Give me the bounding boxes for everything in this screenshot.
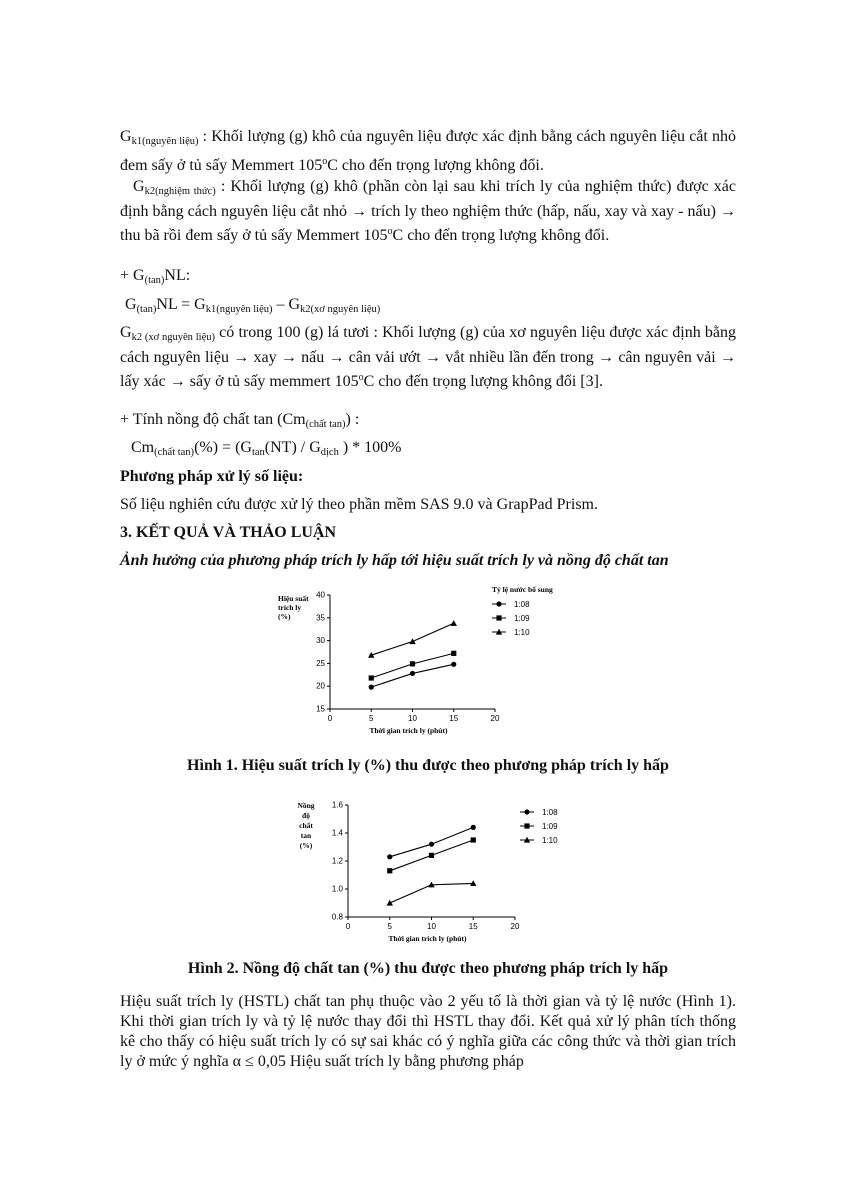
data-point-square [369,675,374,680]
method-heading: Phương pháp xử lý số liệu: [120,468,304,485]
legend-marker-square [496,615,501,620]
symbol-text: G [133,178,145,195]
legend-marker-circle [524,809,529,814]
paragraph-gk2-fiber [120,323,736,392]
y-axis-label: Nồng [297,801,315,810]
paragraph-gtan-heading [120,266,736,291]
data-point-square [471,837,476,842]
legend-label: 1:08 [514,600,530,609]
paragraph-gk1 [120,127,736,176]
paragraph-text: C cho đến trọng lượng không đổi. [392,227,610,244]
figure-2-chart [290,796,590,956]
data-point-circle [369,685,374,690]
data-point-circle [387,854,392,859]
formula-text: G [125,296,137,313]
paragraph-cm-heading [120,410,736,435]
figure-2-caption: Hình 2. Nồng độ chất tan (%) thu được theo phương pháp trích ly hấp [187,960,669,977]
data-point-square [410,661,415,666]
legend-marker-square [524,823,529,828]
data-point-circle [429,842,434,847]
subscript-text: dịch [320,447,339,458]
legend-label: 1:10 [542,836,558,845]
formula-text: ) * 100% [338,439,402,456]
formula-text: – G [272,296,301,313]
legend-label: 1:09 [542,822,558,831]
subscript-text: k1(nguyên liệu) [205,304,273,315]
y-axis-label: Hiệu suất [278,594,309,603]
subscript-text: k1(nguyên liệu) [131,136,199,147]
y-axis-label: tan [300,831,312,840]
formula-text: (NT) / G [264,439,321,456]
y-tick-label: 0.8 [331,912,343,922]
legend-label: 1:10 [514,628,530,637]
degree-superscript: o [358,372,364,383]
paragraph-gk2 [120,177,736,246]
subscript-text: k2(nghiệm thức) [144,186,216,197]
y-tick-label: 40 [316,590,325,600]
paragraph-text: NL: [164,267,191,284]
subscript-text: tan [251,447,265,458]
x-tick-label: 15 [468,922,478,931]
paragraph-discussion: Hiệu suất trích ly (HSTL) chất tan phụ thuộc vào 2 yếu tố là thời gian và tỷ lệ nước (Hình 1). Khi thời gian trích ly và tỷ lệ nước thay đổi thì HSTL thay đổi. Kết quả xử lý phân tích thống kê cho thấy có hiệu suất trích ly có sự sai khác có ý nghĩa giữa các công thức và thời gian trích ly ở mức ý nghĩa α ≤ 0,05 Hiệu suất trích ly bằng phương pháp [120,993,736,1070]
y-axis-label: (%) [299,841,313,850]
subscript-text: k2(xơ nguyên liệu) [300,304,381,315]
formula-text: (%) = (G [194,439,252,456]
legend-label: 1:09 [514,614,530,623]
y-axis-label: trích ly [278,603,302,612]
paragraph-text: C cho đến trọng lượng không đổi [3]. [363,373,603,390]
x-tick-label: 0 [345,922,351,931]
x-tick-label: 15 [449,714,459,723]
paragraph-text: : Khối lượng (g) khô (phần còn lại sau khi trích ly của nghiệm thức) được xác định bằng cách nguyên liệu cắt nhỏ → trích ly theo nghiệm thức (hấp, nấu, xay và xay - nấu) → thu bã rồi đem sấy ở tủ sấy Memmert 105 [120,178,737,244]
y-axis-label: chất [299,821,313,830]
paragraph-text: + Tính nồng độ chất tan (Cm [120,411,306,428]
subscript-text: (chất tan) [305,419,346,430]
subscript-text: k2 (xơ nguyên liệu) [131,332,215,343]
data-point-circle [410,671,415,676]
x-tick-label: 5 [387,922,392,931]
paragraph-text: + G [120,267,145,284]
degree-superscript: o [387,226,393,237]
y-tick-label: 1.0 [331,884,343,894]
legend-marker-circle [496,601,501,606]
paragraph-text: : Khối lượng (g) khô của nguyên liệu được xác định bằng cách nguyên liệu cắt nhỏ đem sấy ở tủ sấy Memmert 105 [120,128,736,174]
x-tick-label: 20 [510,922,520,931]
paragraph-text: có trong 100 (g) lá tươi : Khối lượng (g) của xơ nguyên liệu được xác định bằng cách nguyên liệu → xay → nấu → cân vải ướt → vắt nhiều lần đến trong → cân nguyên vải → lấy xác → sấy ở tủ sấy memmert 105 [120,324,737,390]
y-tick-label: 15 [316,704,325,714]
y-tick-label: 30 [316,636,325,646]
y-tick-label: 1.2 [331,856,343,866]
x-tick-label: 20 [490,714,500,723]
subsection-heading: Ảnh hưởng của phương pháp trích ly hấp tới hiệu suất trích ly và nồng độ chất tan [120,552,669,569]
formula-gtan [125,295,741,320]
data-point-triangle [451,620,457,626]
x-axis-label: Thời gian trích ly (phút) [369,726,448,735]
y-tick-label: 1.6 [331,800,343,810]
x-tick-label: 10 [427,922,436,931]
y-axis-label: độ [302,811,310,820]
symbol-text: G [120,324,132,341]
formula-cm [131,438,747,463]
paragraph-text: ) : [345,411,360,428]
subscript-text: (tan) [136,304,157,315]
figure-1-caption: Hình 1. Hiệu suất trích ly (%) thu được theo phương pháp trích ly hấp [187,757,669,774]
data-point-circle [471,825,476,830]
data-point-square [429,853,434,858]
y-tick-label: 35 [316,613,325,623]
data-point-circle [451,662,456,667]
paragraph-software: Số liệu nghiên cứu được xử lý theo phần mềm SAS 9.0 và GrapPad Prism. [120,496,598,513]
y-tick-label: 1.4 [331,828,343,838]
subscript-text: (tan) [144,275,165,286]
data-point-triangle [409,638,415,644]
data-point-square [387,868,392,873]
figure-1-chart [270,580,600,750]
x-tick-label: 10 [408,714,417,723]
x-tick-label: 5 [369,714,374,723]
paragraph-text: C cho đến trọng lượng không đổi. [327,157,544,174]
section-heading: 3. KẾT QUẢ VÀ THẢO LUẬN [120,524,337,541]
degree-superscript: o [322,156,328,167]
x-tick-label: 0 [327,714,333,723]
symbol-text: G [120,128,132,145]
legend-title: Tỷ lệ nước bổ sung [492,585,553,594]
formula-text: Cm [131,439,155,456]
y-tick-label: 20 [316,681,325,691]
subscript-text: (chất tan) [154,447,195,458]
y-tick-label: 25 [316,658,325,668]
formula-text: NL = G [156,296,206,313]
data-point-square [451,651,456,656]
y-axis-label: (%) [278,612,291,621]
x-axis-label: Thời gian trích ly (phút) [388,934,467,943]
legend-label: 1:08 [542,808,558,817]
data-point-triangle [387,900,393,906]
